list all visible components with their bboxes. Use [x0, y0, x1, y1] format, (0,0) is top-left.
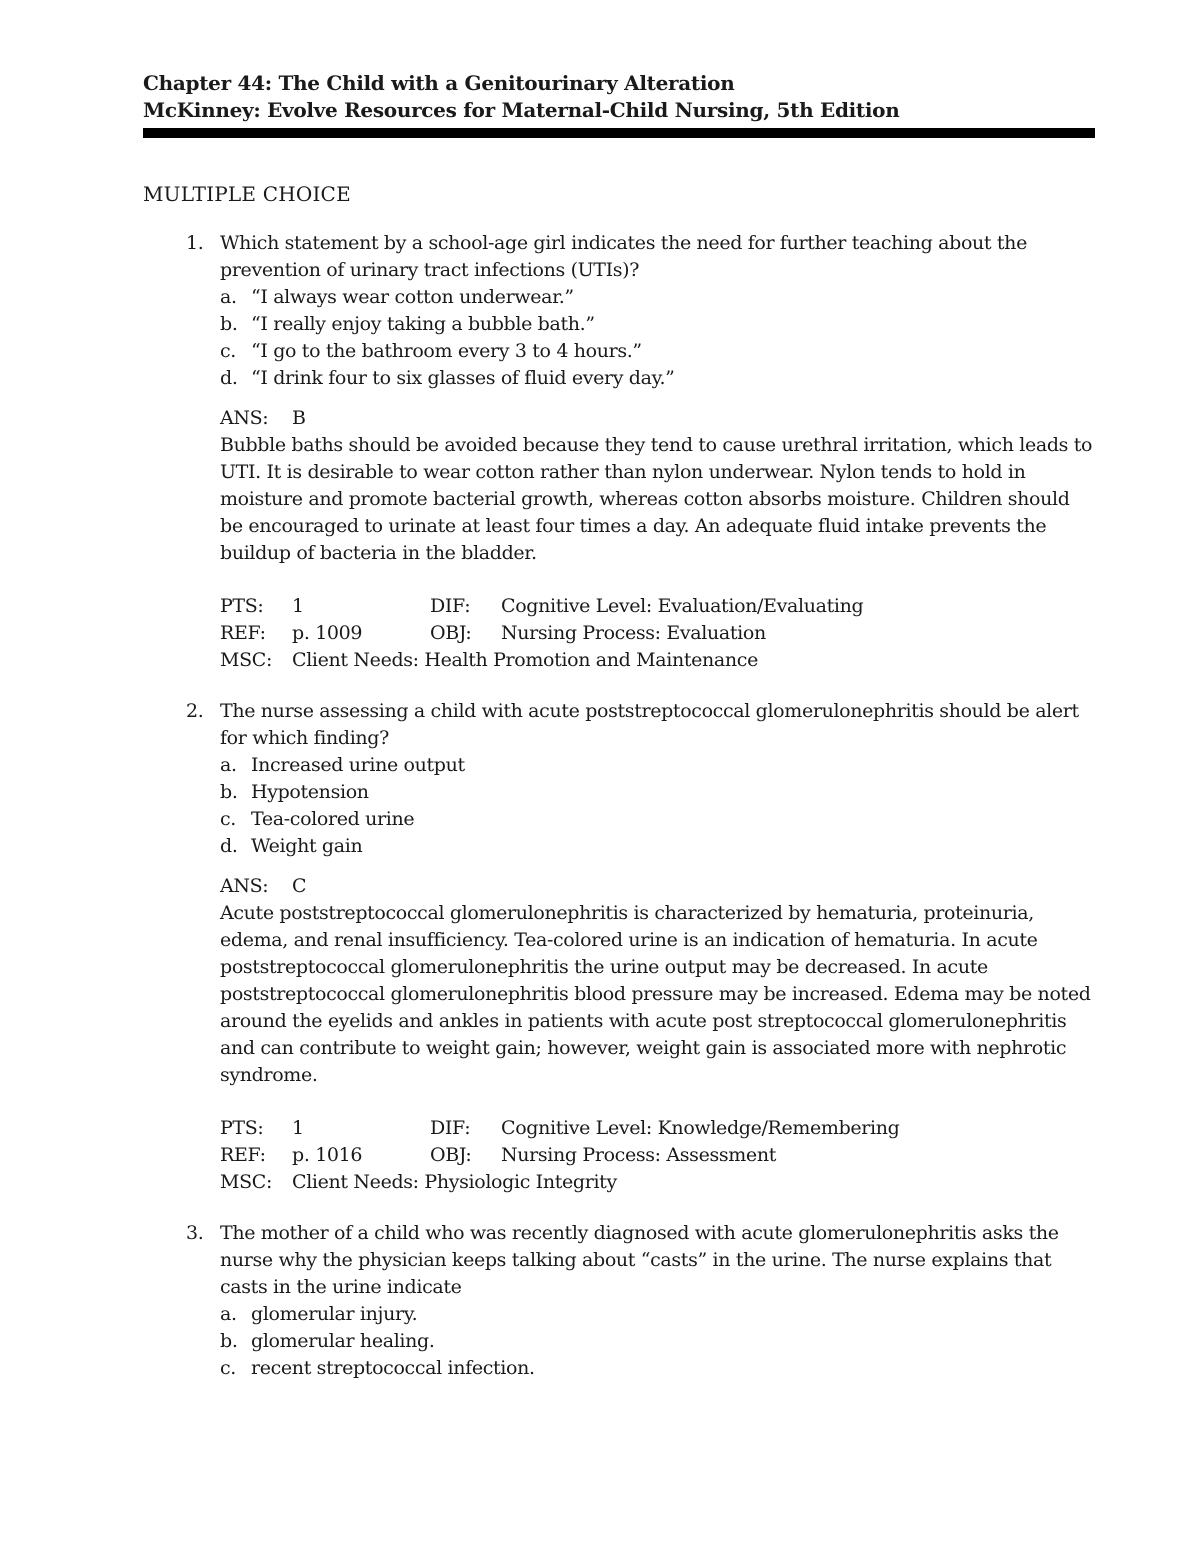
option-text: recent streptococcal infection.: [251, 1357, 535, 1379]
option-a: [220, 752, 1095, 779]
dif-label: DIF:: [430, 1117, 471, 1139]
meta-row-ref-obj: [220, 620, 1095, 647]
obj-label: OBJ:: [430, 1144, 472, 1166]
answer-line: [220, 873, 1095, 900]
option-text: “I drink four to six glasses of fluid every day.”: [251, 367, 675, 389]
meta-row-pts-dif: [220, 593, 1095, 620]
option-letter: d.: [220, 367, 238, 389]
option-text: Weight gain: [251, 835, 363, 857]
option-c: [220, 338, 1095, 365]
option-list: [220, 1301, 1095, 1382]
question-stem: The nurse assessing a child with acute poststreptococcal glomerulonephritis should be alert for which finding?: [220, 700, 1079, 749]
option-letter: a.: [220, 754, 237, 776]
meta-row-pts-dif: [220, 1115, 1095, 1142]
msc-label: MSC:: [220, 1171, 273, 1193]
dif-value: Cognitive Level: Evaluation/Evaluating: [501, 595, 864, 617]
ref-value: p. 1009: [292, 622, 363, 644]
option-c: [220, 1355, 1095, 1382]
question-stem: The mother of a child who was recently diagnosed with acute glomerulonephritis asks the nurse why the physician keeps talking about “casts” in the urine. The nurse explains that casts in the urine indicate: [220, 1222, 1059, 1298]
pts-value: 1: [292, 595, 304, 617]
option-c: [220, 806, 1095, 833]
option-list: [220, 752, 1095, 860]
ref-value: p. 1016: [292, 1144, 363, 1166]
question-3: [143, 1220, 1095, 1382]
option-text: Hypotension: [251, 781, 369, 803]
question-number: 2.: [186, 700, 204, 722]
dif-label: DIF:: [430, 595, 471, 617]
header-rule: [143, 128, 1095, 138]
meta-row-msc: [220, 647, 1095, 674]
obj-value: Nursing Process: Evaluation: [501, 622, 766, 644]
obj-value: Nursing Process: Assessment: [501, 1144, 776, 1166]
pts-label: PTS:: [220, 1117, 264, 1139]
dif-value: Cognitive Level: Knowledge/Remembering: [501, 1117, 900, 1139]
option-text: “I go to the bathroom every 3 to 4 hours.”: [251, 340, 642, 362]
option-letter: b.: [220, 781, 238, 803]
option-letter: c.: [220, 1357, 236, 1379]
document-page: [143, 70, 1095, 1382]
option-text: glomerular injury.: [251, 1303, 418, 1325]
answer-value: C: [292, 875, 307, 897]
meta-row-msc: [220, 1169, 1095, 1196]
ref-label: REF:: [220, 1144, 266, 1166]
question-number: 3.: [186, 1222, 204, 1244]
option-b: [220, 1328, 1095, 1355]
rationale: Bubble baths should be avoided because they tend to cause urethral irritation, which leads to UTI. It is desirable to wear cotton rather than nylon underwear. Nylon tends to hold in moisture and promote bacterial growth, whereas cotton absorbs moisture. Children should be encouraged to urinate at least four times a day. An adequate fluid intake prevents the buildup of bacteria in the bladder.: [220, 434, 1093, 564]
section-title: MULTIPLE CHOICE: [143, 182, 351, 206]
option-letter: b.: [220, 313, 238, 335]
option-a: [220, 284, 1095, 311]
ref-label: REF:: [220, 622, 266, 644]
option-letter: c.: [220, 340, 236, 362]
msc-value: Client Needs: Physiologic Integrity: [292, 1171, 617, 1193]
rationale: Acute poststreptococcal glomerulonephritis is characterized by hematuria, proteinuria, edema, and renal insufficiency. Tea-colored urine is an indication of hematuria. In acute poststreptococcal glomerulonephritis the urine output may be decreased. In acute poststreptococcal glomerulonephritis blood pressure may be increased. Edema may be noted around the eyelids and ankles in patients with acute post streptococcal glomerulonephritis and can contribute to weight gain; however, weight gain is associated more with nephrotic syndrome.: [220, 902, 1091, 1086]
pts-value: 1: [292, 1117, 304, 1139]
option-a: [220, 1301, 1095, 1328]
question-metadata: [220, 593, 1095, 674]
obj-label: OBJ:: [430, 622, 472, 644]
question-1: [143, 230, 1095, 674]
option-text: Increased urine output: [251, 754, 465, 776]
option-text: Tea-colored urine: [251, 808, 415, 830]
answer-value: B: [292, 407, 306, 429]
option-b: [220, 779, 1095, 806]
option-b: [220, 311, 1095, 338]
question-2: [143, 698, 1095, 1196]
question-number: 1.: [186, 232, 204, 254]
meta-row-ref-obj: [220, 1142, 1095, 1169]
option-d: [220, 365, 1095, 392]
question-stem: Which statement by a school-age girl indicates the need for further teaching about the prevention of urinary tract infections (UTIs)?: [220, 232, 1027, 281]
option-text: “I really enjoy taking a bubble bath.”: [251, 313, 595, 335]
option-text: glomerular healing.: [251, 1330, 435, 1352]
option-letter: d.: [220, 835, 238, 857]
msc-label: MSC:: [220, 649, 273, 671]
option-letter: b.: [220, 1330, 238, 1352]
option-list: [220, 284, 1095, 392]
option-letter: a.: [220, 286, 237, 308]
answer-line: [220, 405, 1095, 432]
option-letter: a.: [220, 1303, 237, 1325]
pts-label: PTS:: [220, 595, 264, 617]
option-letter: c.: [220, 808, 236, 830]
chapter-title: Chapter 44: The Child with a Genitourinary Alteration: [143, 71, 735, 95]
book-title: McKinney: Evolve Resources for Maternal-Child Nursing, 5th Edition: [143, 98, 900, 122]
answer-label: ANS:: [220, 875, 269, 897]
answer-label: ANS:: [220, 407, 269, 429]
option-d: [220, 833, 1095, 860]
option-text: “I always wear cotton underwear.”: [251, 286, 574, 308]
question-metadata: [220, 1115, 1095, 1196]
msc-value: Client Needs: Health Promotion and Maintenance: [292, 649, 758, 671]
